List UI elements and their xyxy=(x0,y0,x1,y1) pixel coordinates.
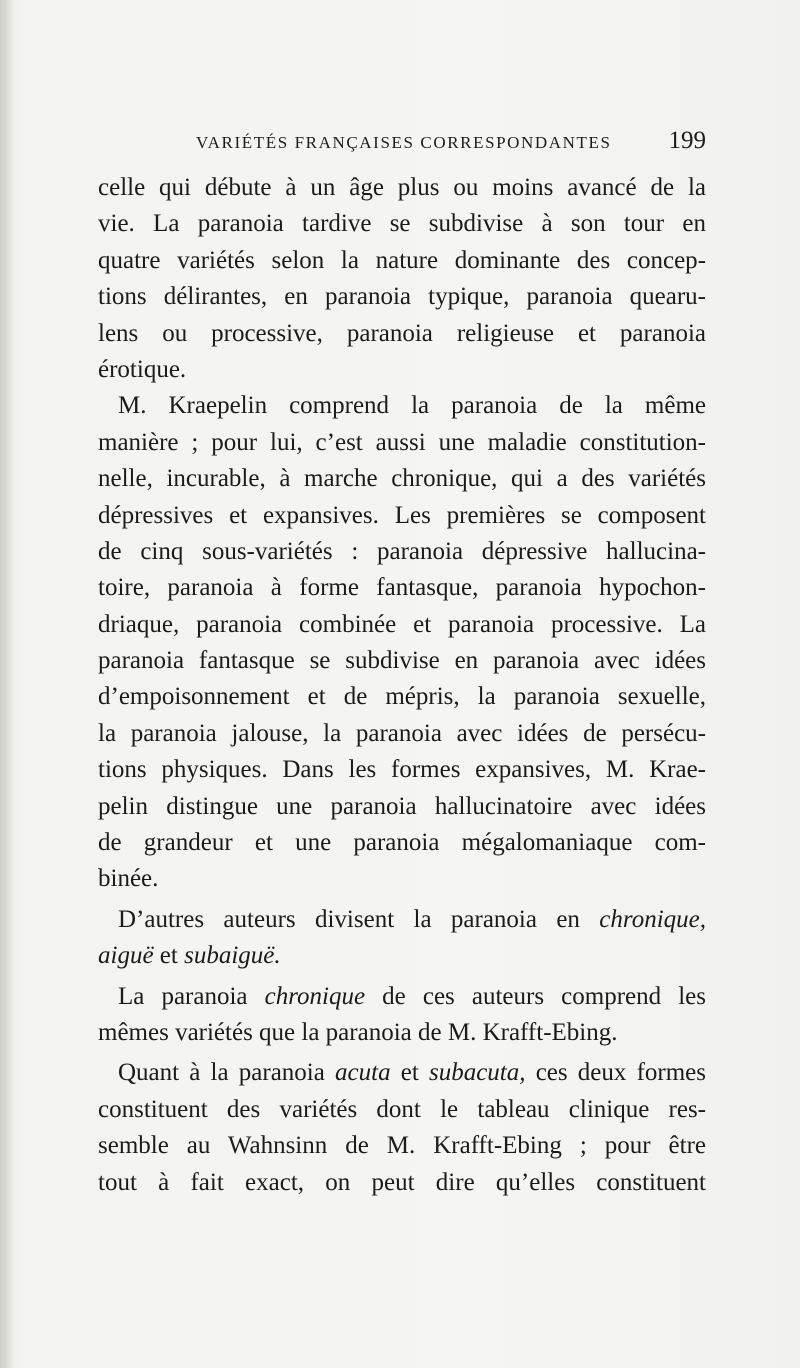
text-line xyxy=(98,789,706,825)
text-line xyxy=(98,461,706,497)
text-segment: D’autres auteurs divisent la paranoia en xyxy=(118,905,600,933)
text-segment: tout à fait exact, on peut dire qu’elles constituent xyxy=(98,1168,706,1196)
text-line xyxy=(98,316,706,352)
text-segment: pelin distingue une paranoia hallucinatoire avec idées xyxy=(98,792,706,820)
text-line xyxy=(98,679,706,715)
text-line xyxy=(98,388,706,424)
text-segment: paranoia fantasque se subdivise en paranoia avec idées xyxy=(98,647,706,675)
text-segment: de ces auteurs comprend les xyxy=(365,982,706,1010)
text-line xyxy=(98,825,706,861)
page-gutter-shadow xyxy=(0,0,14,1368)
text-line xyxy=(98,752,706,788)
text-segment: driaque, paranoia combinée et paranoia processive. La xyxy=(98,610,706,638)
text-line xyxy=(98,534,706,570)
text-line xyxy=(98,498,706,534)
text-segment: constituent des variétés dont le tableau clinique res- xyxy=(98,1095,706,1123)
text-line xyxy=(98,425,706,461)
text-segment: la paranoia jalouse, la paranoia avec idées de persécu- xyxy=(98,719,706,747)
text-segment: vie. La paranoia tardive se subdivise à son tour en xyxy=(98,210,706,238)
text-segment: nelle, incurable, à marche chronique, qui a des variétés xyxy=(98,465,706,493)
text-line xyxy=(98,206,706,242)
running-head xyxy=(196,127,708,161)
text-line xyxy=(98,570,706,606)
text-line xyxy=(98,607,706,643)
italic-text-segment: aiguë xyxy=(98,942,154,970)
text-segment: Quant à la paranoia xyxy=(118,1059,336,1087)
text-line xyxy=(98,979,706,1015)
text-line xyxy=(98,243,706,279)
text-line xyxy=(98,938,706,974)
text-line xyxy=(98,1055,706,1091)
text-segment: tions délirantes, en paranoia typique, paranoia quearu- xyxy=(98,283,706,311)
text-line xyxy=(98,902,706,938)
text-segment: celle qui débute à un âge plus ou moins avancé de la xyxy=(98,174,706,201)
italic-text-segment: subacuta, xyxy=(428,1059,526,1087)
text-line xyxy=(98,1015,706,1051)
text-segment: dépressives et expansives. Les premières se composent xyxy=(98,501,706,529)
text-segment: érotique. xyxy=(98,355,187,383)
text-segment: La paranoia xyxy=(118,982,265,1010)
text-segment: M. Kraepelin comprend la paranoia de la même xyxy=(118,392,706,420)
text-segment: et xyxy=(390,1059,429,1087)
text-segment: tions physiques. Dans les formes expansives, M. Krae- xyxy=(98,756,706,784)
text-segment: de grandeur et une paranoia mégalomaniaque com- xyxy=(98,829,706,857)
text-segment: toire, paranoia à forme fantasque, paranoia hypochon- xyxy=(98,574,706,602)
text-line xyxy=(98,279,706,315)
text-segment: quatre variétés selon la nature dominante des concep- xyxy=(98,246,706,274)
body-text xyxy=(98,170,706,1201)
text-line xyxy=(98,170,706,206)
text-segment: semble au Wahnsinn de M. Krafft-Ebing ; pour être xyxy=(98,1132,706,1160)
page-number: 199 xyxy=(668,127,706,154)
italic-text-segment: subaiguë. xyxy=(184,942,281,970)
text-segment: de cinq sous-variétés : paranoia dépressive hallucina- xyxy=(98,537,706,565)
text-segment: manière ; pour lui, c’est aussi une maladie constitution- xyxy=(98,428,706,456)
text-line xyxy=(98,352,706,388)
text-line xyxy=(98,1092,706,1128)
italic-text-segment: acuta xyxy=(335,1059,391,1087)
italic-text-segment: chronique, xyxy=(599,905,706,933)
text-line xyxy=(98,1165,706,1201)
text-segment: et xyxy=(153,942,185,970)
running-title: VARIÉTÉS FRANÇAISES CORRESPONDANTES xyxy=(196,133,612,152)
text-segment: mêmes variétés que la paranoia de M. Krafft-Ebing. xyxy=(98,1018,618,1046)
text-segment: d’empoisonnement et de mépris, la paranoia sexuelle, xyxy=(98,683,706,711)
italic-text-segment: chronique xyxy=(264,982,366,1010)
text-segment: lens ou processive, paranoia religieuse et paranoia xyxy=(98,319,706,347)
text-segment: ces deux formes xyxy=(525,1059,706,1087)
text-line xyxy=(98,716,706,752)
text-line xyxy=(98,861,706,897)
text-segment: binée. xyxy=(98,865,159,893)
text-line xyxy=(98,1128,706,1164)
text-line xyxy=(98,643,706,679)
